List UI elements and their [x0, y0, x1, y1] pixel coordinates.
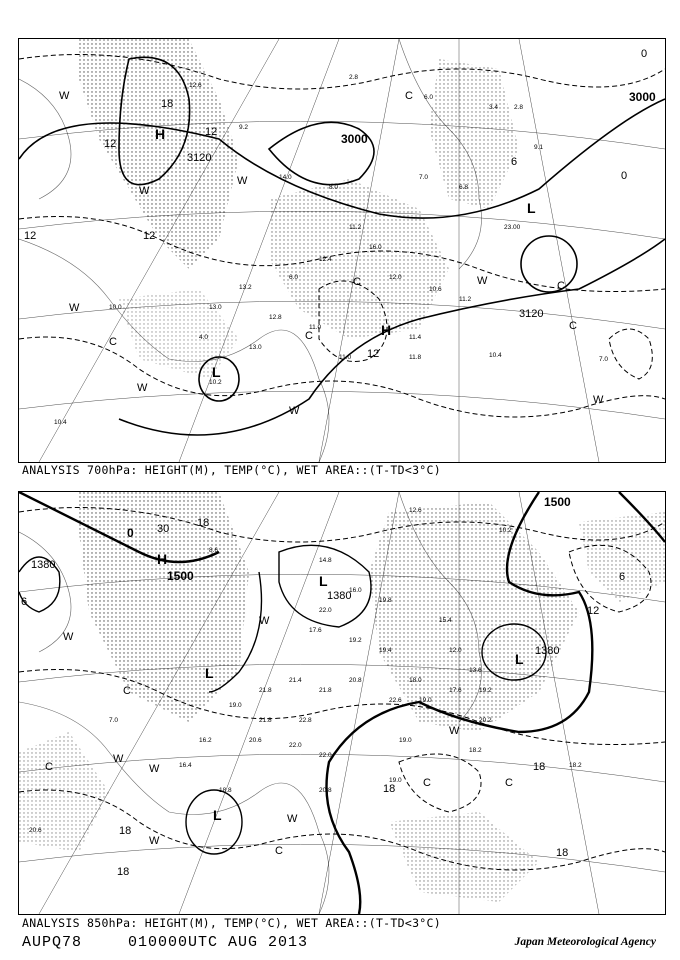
svg-text:11.2: 11.2: [459, 296, 472, 303]
cold-mark: C: [569, 320, 577, 332]
svg-text:12.6: 12.6: [189, 82, 202, 89]
warm-mark: W: [59, 90, 70, 102]
low-center: L: [515, 651, 524, 667]
svg-text:12.8: 12.8: [269, 314, 282, 321]
svg-text:21.8: 21.8: [319, 687, 332, 694]
svg-text:13.0: 13.0: [249, 344, 262, 351]
map-850hpa-svg: [19, 492, 665, 914]
svg-text:17.6: 17.6: [309, 627, 322, 634]
temp-label: 12: [587, 605, 600, 617]
svg-text:22.0: 22.0: [319, 607, 332, 614]
warm-mark: W: [69, 302, 80, 314]
cold-mark: C: [423, 777, 431, 789]
warm-mark: W: [137, 382, 148, 394]
height-label: 3000: [341, 132, 368, 146]
svg-text:16.0: 16.0: [369, 244, 382, 251]
svg-text:18.2: 18.2: [469, 747, 482, 754]
svg-text:4.0: 4.0: [199, 334, 209, 341]
low-center: L: [213, 807, 222, 823]
temp-label: 12: [24, 230, 37, 242]
svg-text:2.8: 2.8: [349, 74, 359, 81]
temp-label: 6: [21, 596, 28, 608]
svg-text:16.4: 16.4: [179, 762, 192, 769]
svg-text:21.8: 21.8: [259, 687, 272, 694]
cold-mark: C: [123, 685, 131, 697]
svg-text:8.0: 8.0: [329, 184, 339, 191]
svg-text:10.6: 10.6: [429, 286, 442, 293]
svg-text:9.1: 9.1: [534, 144, 544, 151]
svg-text:23.00: 23.00: [504, 224, 521, 231]
svg-text:19.0: 19.0: [229, 702, 242, 709]
high-center: H: [381, 322, 392, 338]
svg-text:19.0: 19.0: [389, 777, 402, 784]
map-700hpa: [18, 38, 666, 463]
svg-text:20.6: 20.6: [29, 827, 42, 834]
svg-text:19.4: 19.4: [379, 647, 392, 654]
svg-text:12.0: 12.0: [389, 274, 402, 281]
height-label: 3120: [187, 152, 212, 164]
warm-mark: W: [113, 753, 124, 765]
svg-text:13.2: 13.2: [239, 284, 252, 291]
svg-text:22.0: 22.0: [289, 742, 302, 749]
warm-mark: W: [63, 631, 74, 643]
svg-text:15.4: 15.4: [439, 617, 452, 624]
temp-label: 0: [127, 526, 134, 540]
warm-mark: W: [449, 725, 460, 737]
svg-text:9.2: 9.2: [239, 124, 249, 131]
cold-mark: C: [557, 280, 565, 292]
temp-label: 18: [117, 866, 130, 878]
temp-label: 12: [205, 126, 218, 138]
svg-text:12.4: 12.4: [319, 256, 332, 263]
temp-label: 30: [157, 523, 170, 535]
svg-text:21.8: 21.8: [259, 717, 272, 724]
warm-mark: W: [289, 405, 300, 417]
svg-text:11.0: 11.0: [339, 354, 352, 361]
low-center: L: [527, 200, 536, 216]
temp-label: 0: [641, 48, 648, 60]
svg-text:13.0: 13.0: [209, 304, 222, 311]
svg-text:7.0: 7.0: [109, 717, 119, 724]
temp-label: 18: [383, 783, 396, 795]
temp-label: 18: [533, 761, 546, 773]
valid-time: 010000UTC AUG 2013: [128, 934, 309, 951]
svg-text:13.6: 13.6: [469, 667, 482, 674]
height-label: 3000: [629, 90, 656, 104]
svg-text:10.0: 10.0: [109, 304, 122, 311]
height-label: 1500: [167, 569, 194, 583]
cold-mark: C: [305, 330, 313, 342]
svg-text:16.0: 16.0: [349, 587, 362, 594]
warm-mark: W: [139, 185, 150, 197]
temp-label: 12: [143, 230, 156, 242]
svg-text:14.0: 14.0: [279, 174, 292, 181]
svg-text:6.8: 6.8: [459, 184, 469, 191]
svg-text:10.4: 10.4: [489, 352, 502, 359]
height-label: 3120: [519, 308, 544, 320]
temp-label: 0: [621, 170, 628, 182]
svg-text:11.0: 11.0: [309, 324, 322, 331]
svg-text:10.2: 10.2: [499, 527, 512, 534]
caption-850hpa: ANALYSIS 850hPa: HEIGHT(M), TEMP(°C), WET AREA::(T-TD<3°C): [22, 916, 441, 930]
svg-text:19.2: 19.2: [349, 637, 362, 644]
map-700hpa-svg: [19, 39, 665, 462]
warm-mark: W: [593, 394, 604, 406]
cold-mark: C: [275, 845, 283, 857]
warm-mark: W: [477, 275, 488, 287]
height-label: 1380: [327, 590, 352, 602]
high-center: H: [155, 126, 166, 142]
svg-text:19.0: 19.0: [419, 697, 432, 704]
high-center: H: [157, 551, 168, 567]
temp-label: 18: [197, 517, 210, 529]
svg-text:17.6: 17.6: [449, 687, 462, 694]
temp-label: 12: [104, 138, 117, 150]
svg-text:10.2: 10.2: [209, 379, 222, 386]
low-center: L: [205, 665, 214, 681]
wet-areas: [79, 39, 519, 379]
low-center: L: [212, 364, 221, 380]
svg-text:3.4: 3.4: [489, 104, 499, 111]
cold-mark: C: [505, 777, 513, 789]
warm-mark: W: [259, 615, 270, 627]
svg-text:22.0: 22.0: [319, 752, 332, 759]
svg-text:20.8: 20.8: [349, 677, 362, 684]
svg-text:18.2: 18.2: [569, 762, 582, 769]
svg-text:19.8: 19.8: [379, 597, 392, 604]
temp-label: 6: [511, 156, 518, 168]
height-label: 1500: [544, 495, 571, 509]
temp-label: 18: [161, 98, 174, 110]
svg-text:20.6: 20.6: [249, 737, 262, 744]
svg-text:7.0: 7.0: [419, 174, 429, 181]
warm-mark: W: [287, 813, 298, 825]
svg-text:21.4: 21.4: [289, 677, 302, 684]
svg-text:6.0: 6.0: [289, 274, 299, 281]
temp-label: 18: [119, 825, 132, 837]
svg-text:7.0: 7.0: [599, 356, 609, 363]
svg-text:20.8: 20.8: [319, 787, 332, 794]
svg-text:12.0: 12.0: [449, 647, 462, 654]
svg-text:14.8: 14.8: [319, 557, 332, 564]
svg-text:19.2: 19.2: [479, 687, 492, 694]
height-label: 1380: [535, 645, 560, 657]
svg-text:18.8: 18.8: [219, 787, 232, 794]
svg-text:16.2: 16.2: [199, 737, 212, 744]
low-center: L: [319, 573, 328, 589]
temp-label: 6: [619, 571, 626, 583]
height-label: 1380: [31, 559, 56, 571]
svg-text:11.2: 11.2: [349, 224, 362, 231]
cold-mark: C: [45, 761, 53, 773]
temp-label: 18: [556, 847, 569, 859]
cold-mark: C: [353, 276, 361, 288]
svg-text:18.0: 18.0: [409, 677, 422, 684]
svg-text:11.4: 11.4: [409, 334, 422, 341]
agency-name: Japan Meteorological Agency: [514, 936, 656, 948]
chart-id: AUPQ78: [22, 934, 83, 951]
warm-mark: W: [149, 763, 160, 775]
svg-text:10.4: 10.4: [54, 419, 67, 426]
warm-mark: W: [237, 175, 248, 187]
svg-text:19.0: 19.0: [399, 737, 412, 744]
svg-text:12.6: 12.6: [409, 507, 422, 514]
cold-mark: C: [405, 90, 413, 102]
caption-700hpa: ANALYSIS 700hPa: HEIGHT(M), TEMP(°C), WET AREA::(T-TD<3°C): [22, 463, 441, 477]
svg-text:22.6: 22.6: [389, 697, 402, 704]
map-850hpa: [18, 491, 666, 915]
svg-text:8.6: 8.6: [209, 547, 219, 554]
svg-text:11.8: 11.8: [409, 354, 422, 361]
svg-text:2.8: 2.8: [514, 104, 524, 111]
warm-mark: W: [149, 835, 160, 847]
svg-text:22.8: 22.8: [299, 717, 312, 724]
svg-text:20.2: 20.2: [479, 717, 492, 724]
temp-label: 12: [367, 348, 380, 360]
cold-mark: C: [109, 336, 117, 348]
svg-text:6.0: 6.0: [424, 94, 434, 101]
